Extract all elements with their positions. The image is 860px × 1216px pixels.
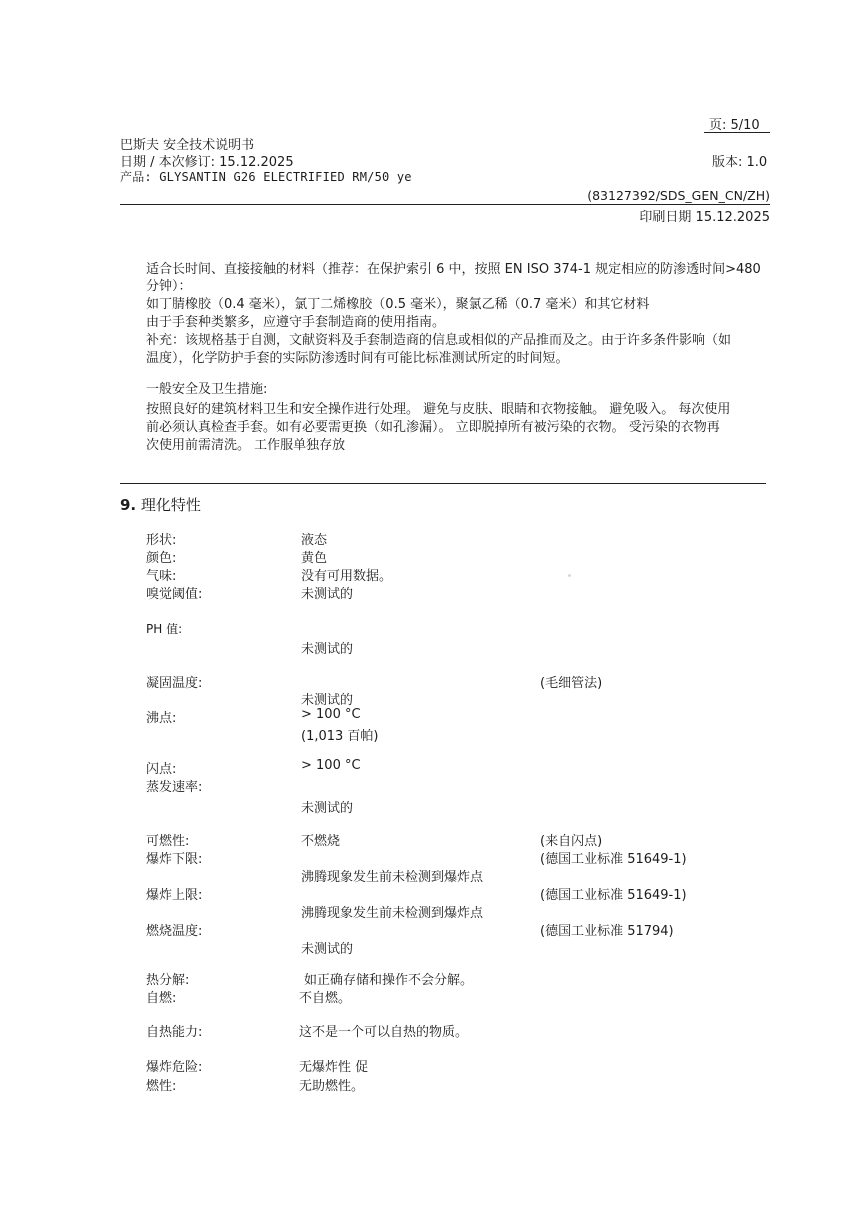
evaporation-rate-value: 未测试的: [301, 801, 354, 816]
self-heating-label: 自热能力:: [146, 1025, 203, 1040]
explosion-hazard-label: 爆炸危险:: [146, 1060, 203, 1075]
oxidizing-properties-label: 燃性:: [146, 1079, 177, 1094]
version: 版本: 1.0: [712, 155, 768, 170]
print-date: 印刷日期 15.12.2025: [639, 210, 770, 225]
self-heating-value: 这不是一个可以自热的物质。: [299, 1025, 469, 1040]
odor-value: 没有可用数据。: [301, 569, 393, 584]
odor-label: 气味:: [146, 569, 177, 584]
freezing-point-value: 未测试的: [301, 693, 354, 708]
thermal-decomposition-value: 如正确存储和操作不会分解。: [304, 973, 474, 988]
explosion-hazard-value: 无爆炸性 促: [299, 1060, 369, 1075]
boiling-point-pressure: (1,013 百帕): [301, 729, 379, 744]
ph-value: 未测试的: [301, 642, 354, 657]
flash-point-value: > 100 °C: [301, 758, 361, 773]
ignition-temperature-method: (德国工业标准 51794): [540, 924, 674, 939]
glove-recommendation-line-4: 由于手套种类繁多，应遵守手套制造商的使用指南。: [146, 315, 446, 330]
color-value: 黄色: [301, 551, 328, 566]
scan-speck: [568, 574, 571, 577]
document-code: (83127392/SDS_GEN_CN/ZH): [587, 188, 770, 203]
upper-explosion-limit-value: 沸腾现象发生前未检测到爆炸点: [301, 906, 484, 921]
odor-threshold-label: 嗅觉阈值:: [146, 587, 203, 602]
lower-explosion-limit-value: 沸腾现象发生前未检测到爆炸点: [301, 870, 484, 885]
page-number: 页: 5/10: [709, 118, 760, 133]
product-name: [120, 168, 412, 185]
ignition-temperature-value: 未测试的: [301, 942, 354, 957]
hygiene-title: 一般安全及卫生措施:: [146, 382, 268, 397]
freezing-point-label: 凝固温度:: [146, 676, 203, 691]
freezing-point-method: (毛细管法): [540, 676, 603, 691]
lower-explosion-limit-label: 爆炸下限:: [146, 852, 203, 867]
boiling-point-label: 沸点:: [146, 711, 177, 726]
hygiene-line-2: 前必须认真检查手套。如有必要需更换（如孔渗漏）。 立即脱掉所有被污染的衣物。 受污染的衣物再: [146, 420, 720, 435]
page-number-rule: [704, 132, 770, 133]
evaporation-rate-label: 蒸发速率:: [146, 780, 203, 795]
section-number: 9.: [120, 496, 137, 514]
glove-recommendation-line-5: 补充：该规格基于自测，文献资料及手套制造商的信息或相似的产品推而及之。由于许多条件影响（如: [146, 333, 732, 348]
oxidizing-properties-value: 无助燃性。: [299, 1079, 365, 1094]
upper-explosion-limit-label: 爆炸上限:: [146, 888, 203, 903]
shape-value: 液态: [301, 533, 328, 548]
glove-recommendation-line-6: 温度），化学防护手套的实际防渗透时间有可能比标准测试所定的时间短。: [146, 351, 569, 366]
glove-recommendation-line-2: 分钟）：: [146, 279, 192, 294]
hygiene-line-3: 次使用前需清洗。 工作服单独存放: [146, 438, 346, 453]
product-name-text: 产品: GLYSANTIN G26 ELECTRIFIED RM/50 ye: [120, 170, 412, 184]
thermal-decomposition-label: 热分解:: [146, 973, 190, 988]
hygiene-line-1: 按照良好的建筑材料卫生和安全操作进行处理。 避免与皮肤、眼睛和衣物接触。 避免吸入。 每次使用: [146, 402, 731, 417]
lower-explosion-limit-method: (德国工业标准 51649-1): [540, 852, 687, 867]
self-ignition-label: 自燃:: [146, 991, 177, 1006]
ph-label: PH 值:: [146, 622, 183, 636]
glove-recommendation-line-1: 适合长时间、直接接触的材料（推荐：在保护索引 6 中，按照 EN ISO 374-1 规定相应的防渗透时间>480: [146, 262, 761, 277]
ignition-temperature-label: 燃烧温度:: [146, 924, 203, 939]
odor-threshold-value: 未测试的: [301, 587, 354, 602]
self-ignition-value: 不自燃。: [299, 991, 352, 1006]
glove-recommendation-line-3: 如丁腈橡胶（0.4 毫米），氯丁二烯橡胶（0.5 毫米），聚氯乙稀（0.7 毫米）和其它材料: [146, 297, 650, 312]
flammability-value: 不燃烧: [301, 834, 341, 849]
header-rule: [120, 204, 770, 205]
shape-label: 形状:: [146, 533, 177, 548]
color-label: 颜色:: [146, 551, 177, 566]
flammability-label: 可燃性:: [146, 834, 190, 849]
upper-explosion-limit-method: (德国工业标准 51649-1): [540, 888, 687, 903]
flash-point-label: 闪点:: [146, 762, 177, 777]
revision-date: 日期 / 本次修订: 15.12.2025: [120, 155, 294, 170]
flammability-method: (来自闪点): [540, 834, 603, 849]
section-rule: [120, 483, 766, 484]
boiling-point-value: > 100 °C: [301, 707, 361, 722]
section-heading: [120, 494, 201, 515]
document-company-title: 巴斯夫 安全技术说明书: [120, 138, 255, 153]
section-title: 理化特性: [140, 496, 201, 514]
